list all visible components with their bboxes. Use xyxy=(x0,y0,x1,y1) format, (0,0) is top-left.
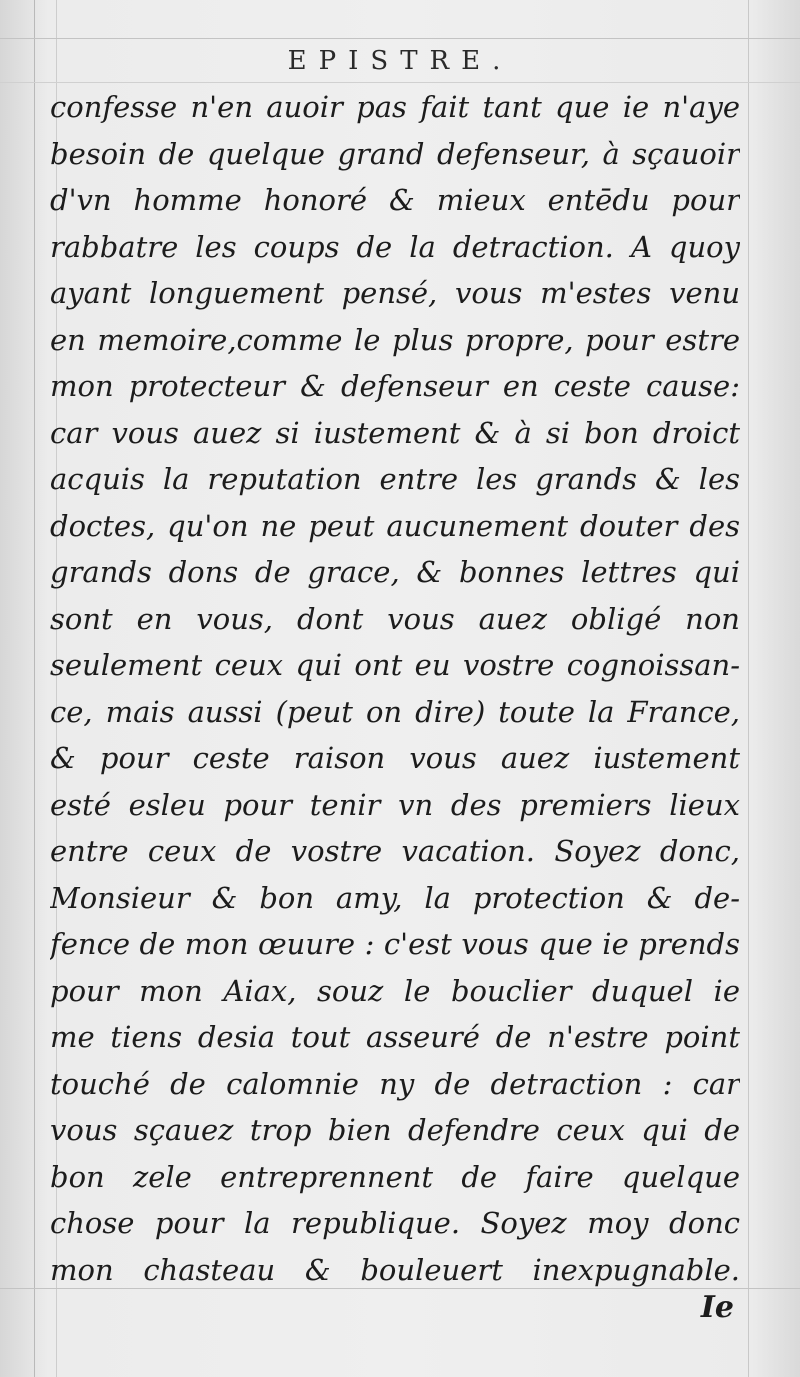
text-line: chose pour la republique. Soyez moy donc xyxy=(50,1206,740,1240)
text-line: car vous auez si iustement & à si bon droict xyxy=(50,415,740,450)
text-line: Monsieur & bon amy, la protection & de- xyxy=(50,880,740,915)
text-line: entre ceux de vostre vacation. Soyez donc, xyxy=(50,834,740,868)
text-line: mon protecteur & defenseur en ceste cause: xyxy=(50,369,740,403)
text-right-rule xyxy=(748,0,749,1377)
text-line: en memoire,comme le plus propre, pour estre xyxy=(50,322,740,357)
text-line: pour mon Aiax, souz le bouclier duquel ie xyxy=(50,973,740,1008)
head-rule xyxy=(0,82,800,83)
running-title: EPISTRE. xyxy=(287,46,513,76)
text-line: mon chasteau & bouleuert inexpugnable. xyxy=(50,1252,740,1287)
text-line: fence de mon œuure : c'est vous que ie prends xyxy=(50,927,740,961)
text-line: besoin de quelque grand defenseur, à sçauoir xyxy=(50,136,740,171)
text-line: confesse n'en auoir pas fait tant que ie n'aye xyxy=(50,90,740,124)
text-line: grands dons de grace, & bonnes lettres qui xyxy=(50,555,740,589)
text-line: me tiens desia tout asseuré de n'estre point xyxy=(50,1020,740,1054)
text-line: acquis la reputation entre les grands & les xyxy=(50,462,740,496)
catchword: Ie xyxy=(700,1290,734,1325)
text-line: ayant longuement pensé, vous m'estes venu xyxy=(50,276,740,310)
top-rule xyxy=(0,38,800,39)
text-line: ce, mais aussi (peut on dire) toute la France, xyxy=(50,694,740,729)
text-line: touché de calomnie ny de detraction : car xyxy=(50,1066,740,1101)
text-line: & pour ceste raison vous auez iustement xyxy=(50,741,740,775)
left-margin-rule xyxy=(34,0,35,1377)
text-line: seulement ceux qui ont eu vostre cognoissan- xyxy=(50,648,740,682)
text-line: d'vn homme honoré & mieux entēdu pour xyxy=(50,183,740,217)
text-line: esté esleu pour tenir vn des premiers lieux xyxy=(50,787,740,822)
text-line: vous sçauez trop bien defendre ceux qui de xyxy=(50,1113,740,1147)
text-line: rabbatre les coups de la detraction. A quoy xyxy=(50,229,740,264)
text-line: doctes, qu'on ne peut aucunement douter des xyxy=(50,508,740,543)
text-line: sont en vous, dont vous auez obligé non xyxy=(50,601,740,636)
text-line: bon zele entreprennent de faire quelque xyxy=(50,1159,740,1194)
body-text xyxy=(50,84,740,1293)
